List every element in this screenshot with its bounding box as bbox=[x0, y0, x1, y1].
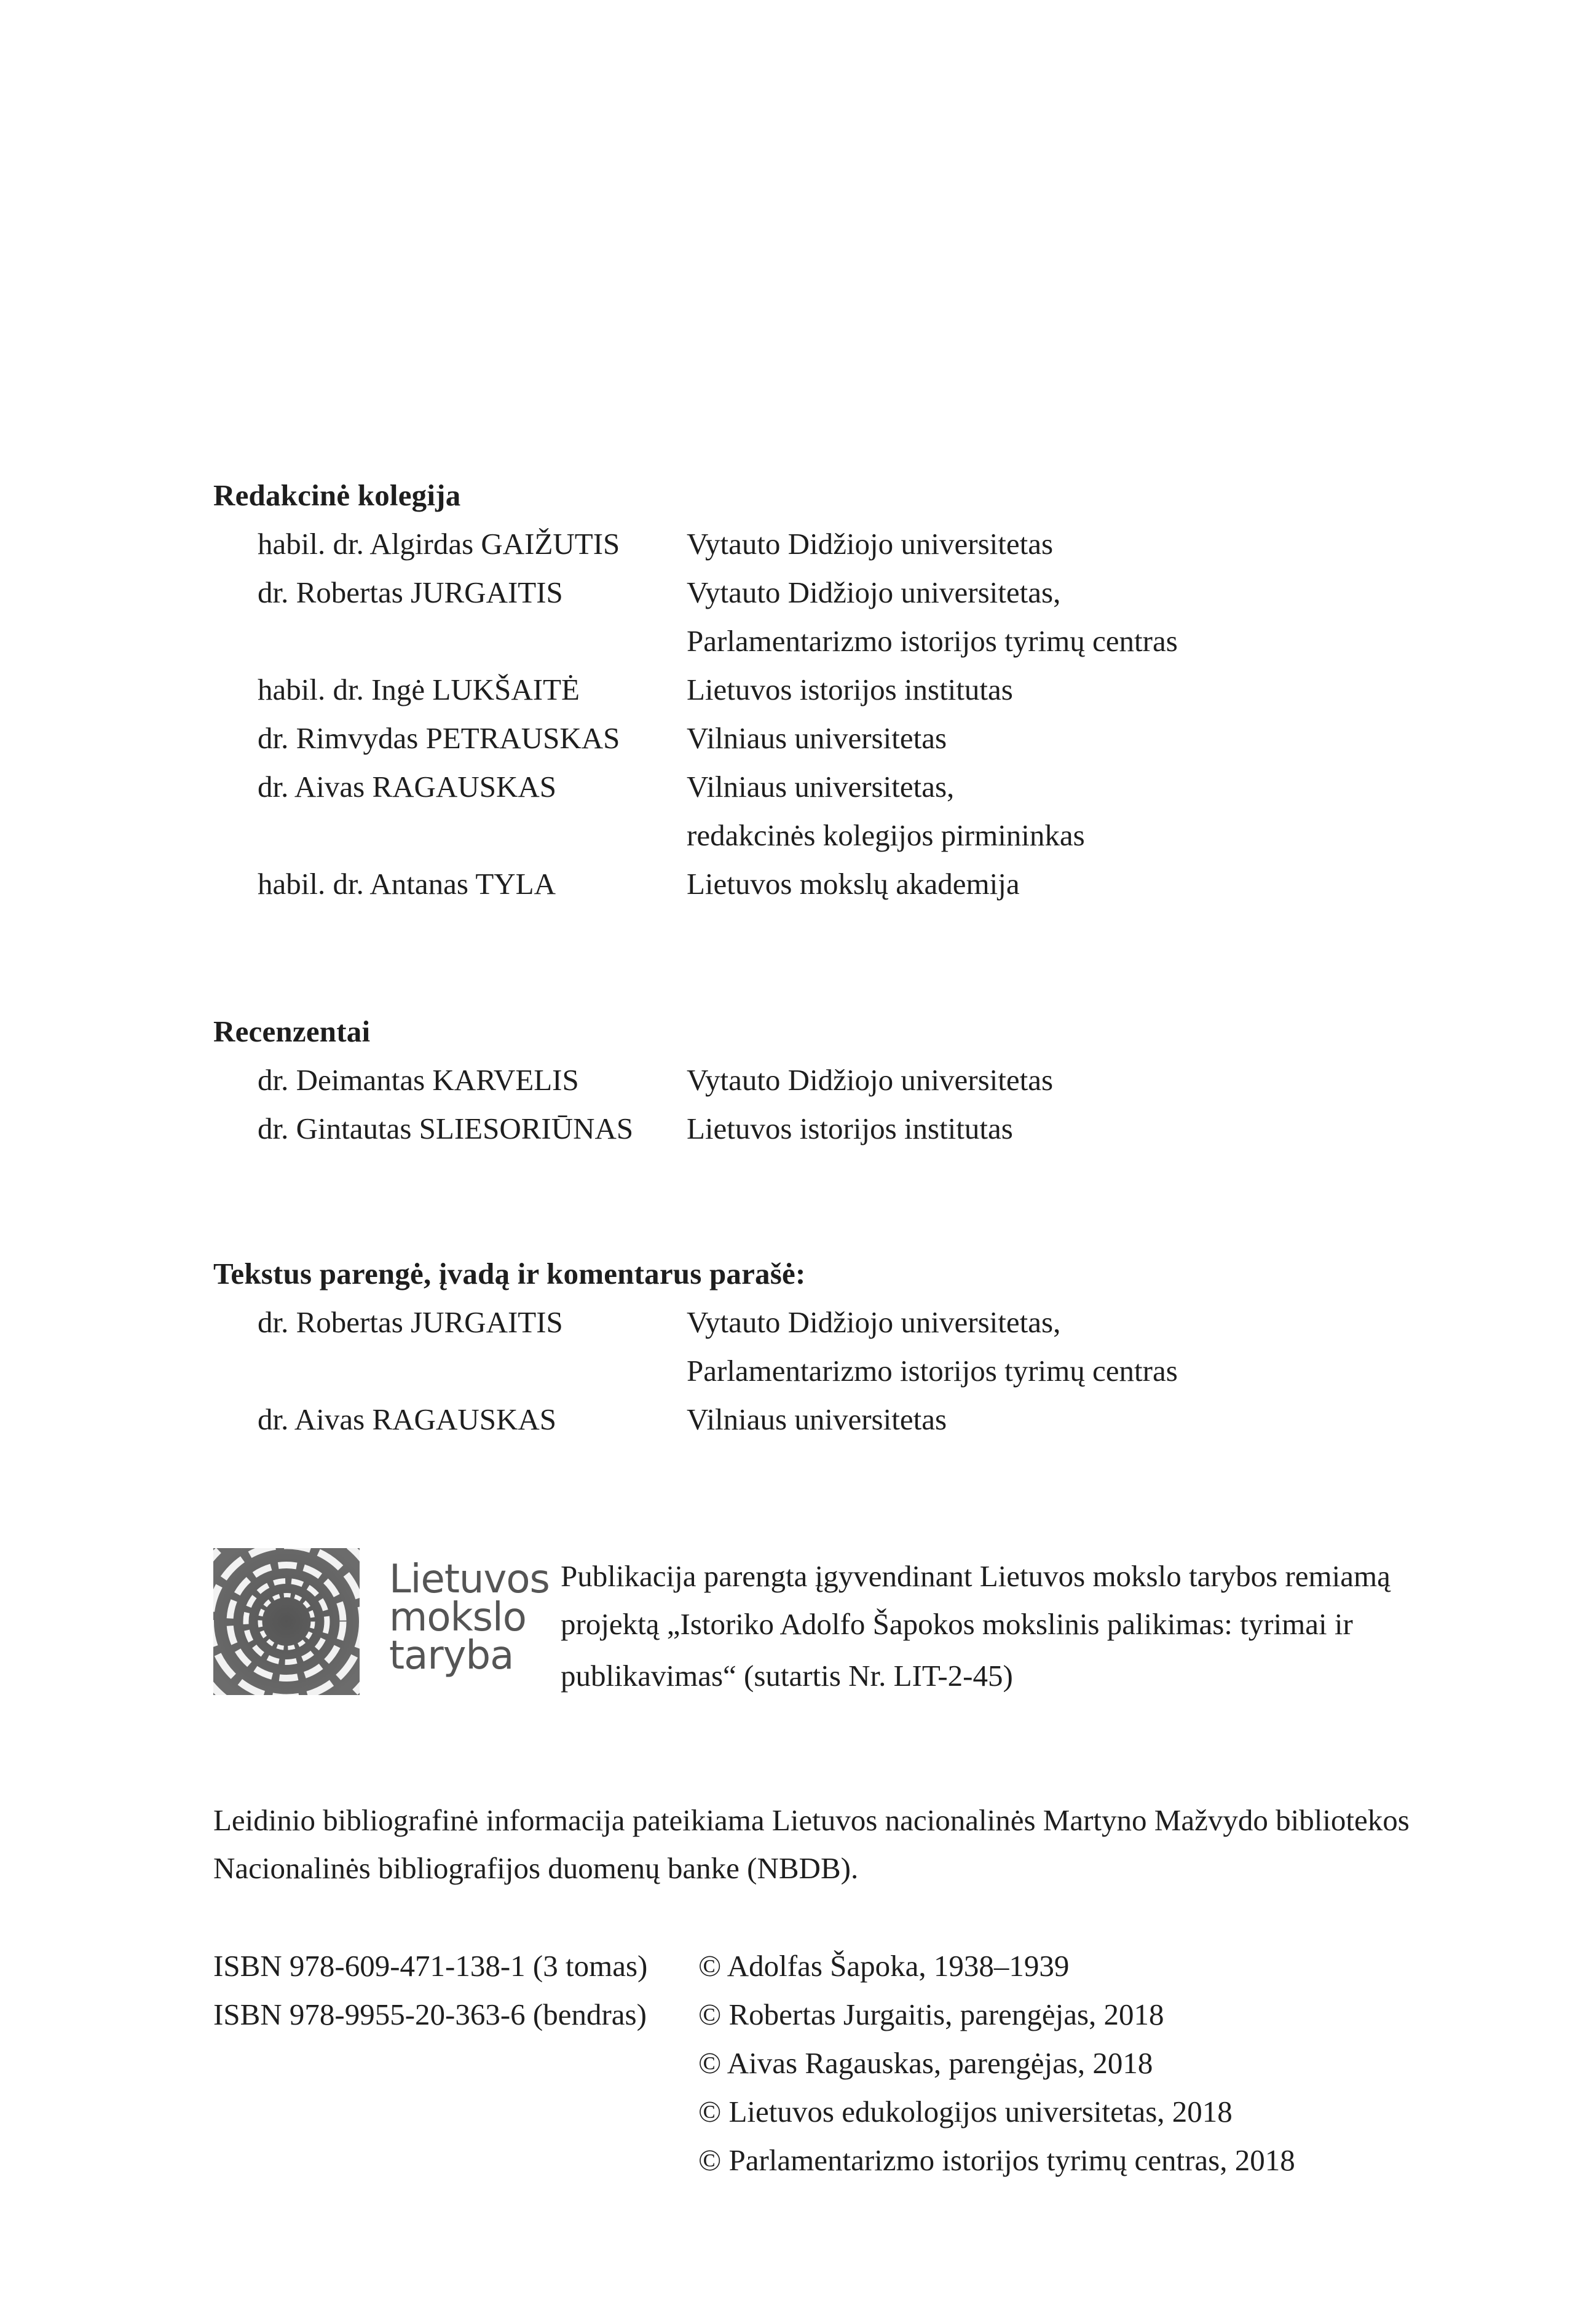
member-name: dr. Robertas JURGAITIS bbox=[258, 575, 563, 609]
isbn-row bbox=[213, 2136, 1443, 2184]
member-affiliation: Vytauto Didžiojo universitetas, bbox=[687, 575, 1061, 609]
funding-line: publikavimas“ (sutartis Nr. LIT-2-45) bbox=[561, 1659, 1013, 1693]
member-row bbox=[213, 520, 1443, 568]
reviewers-section bbox=[213, 1007, 1443, 1153]
member-name: habil. dr. Algirdas GAIŽUTIS bbox=[258, 527, 620, 561]
logo-word: taryba bbox=[389, 1633, 514, 1678]
preparer-row bbox=[213, 1298, 1443, 1346]
copyright-line: © Lietuvos edukologijos universitetas, 2018 bbox=[698, 2095, 1233, 2128]
reviewer-name: dr. Deimantas KARVELIS bbox=[258, 1063, 579, 1097]
prepared-by-heading: Tekstus parengė, įvadą ir komentarus parašė: bbox=[213, 1257, 806, 1290]
member-affiliation: Lietuvos istorijos institutas bbox=[687, 673, 1013, 706]
bibliographic-line: Nacionalinės bibliografijos duomenų banke (NBDB). bbox=[213, 1851, 859, 1885]
preparer-affiliation: Vytauto Didžiojo universitetas, bbox=[687, 1305, 1061, 1339]
logo-word: mokslo bbox=[389, 1595, 526, 1640]
reviewer-affiliation: Vytauto Didžiojo universitetas bbox=[687, 1063, 1054, 1097]
isbn-row bbox=[213, 2087, 1443, 2136]
member-row bbox=[213, 714, 1443, 762]
member-name: habil. dr. Ingė LUKŠAITĖ bbox=[258, 673, 580, 706]
member-row-continuation bbox=[213, 617, 1443, 665]
member-row bbox=[213, 860, 1443, 908]
lmt-logo-wordmark bbox=[389, 1557, 550, 1678]
member-affiliation: Parlamentarizmo istorijos tyrimų centras bbox=[687, 624, 1178, 658]
member-affiliation: Lietuvos mokslų akademija bbox=[687, 867, 1020, 901]
member-name: dr. Aivas RAGAUSKAS bbox=[258, 770, 556, 804]
preparer-row-continuation bbox=[213, 1346, 1443, 1395]
funding-section bbox=[213, 1548, 1443, 1696]
funding-line: projektą „Istoriko Adolfo Šapokos mokslinis palikimas: tyrimai ir bbox=[561, 1607, 1353, 1641]
preparer-name: dr. Robertas JURGAITIS bbox=[258, 1305, 563, 1339]
logo-word: Lietuvos bbox=[389, 1557, 550, 1602]
member-affiliation: Vilniaus universitetas, bbox=[687, 770, 955, 804]
reviewer-row bbox=[213, 1056, 1443, 1104]
isbn-row bbox=[213, 1990, 1443, 2039]
reviewers-heading: Recenzentai bbox=[213, 1014, 371, 1048]
isbn-row bbox=[213, 1942, 1443, 1990]
editorial-board-heading: Redakcinė kolegija bbox=[213, 478, 461, 512]
member-row-continuation bbox=[213, 811, 1443, 860]
reviewer-row bbox=[213, 1104, 1443, 1153]
preparer-name: dr. Aivas RAGAUSKAS bbox=[258, 1402, 556, 1436]
copyright-line: © Robertas Jurgaitis, parengėjas, 2018 bbox=[698, 1998, 1164, 2031]
member-row bbox=[213, 568, 1443, 617]
preparer-affiliation: Parlamentarizmo istorijos tyrimų centras bbox=[687, 1354, 1178, 1388]
member-affiliation: Vytauto Didžiojo universitetas bbox=[687, 527, 1054, 561]
isbn-number: ISBN 978-9955-20-363-6 (bendras) bbox=[213, 1998, 647, 2031]
preparer-affiliation: Vilniaus universitetas bbox=[687, 1402, 947, 1436]
isbn-row bbox=[213, 2039, 1443, 2087]
isbn-copyright-section bbox=[213, 1942, 1443, 2184]
member-affiliation: Vilniaus universitetas bbox=[687, 721, 947, 755]
reviewer-name: dr. Gintautas SLIESORIŪNAS bbox=[258, 1112, 634, 1145]
reviewer-affiliation: Lietuvos istorijos institutas bbox=[687, 1112, 1013, 1145]
member-row bbox=[213, 762, 1443, 811]
member-affiliation: redakcinės kolegijos pirmininkas bbox=[687, 818, 1085, 852]
member-name: dr. Rimvydas PETRAUSKAS bbox=[258, 721, 620, 755]
isbn-number: ISBN 978-609-471-138-1 (3 tomas) bbox=[213, 1949, 648, 1983]
lmt-logo-icon bbox=[213, 1548, 360, 1695]
bibliographic-line: Leidinio bibliografinė informacija pateikiama Lietuvos nacionalinės Martyno Mažvydo bibliotekos bbox=[213, 1803, 1410, 1837]
copyright-line: © Aivas Ragauskas, parengėjas, 2018 bbox=[698, 2046, 1153, 2080]
bibliographic-note bbox=[213, 1796, 1410, 1892]
preparer-row bbox=[213, 1395, 1443, 1444]
prepared-by-section bbox=[213, 1249, 1443, 1444]
member-name: habil. dr. Antanas TYLA bbox=[258, 867, 556, 901]
copyright-line: © Adolfas Šapoka, 1938–1939 bbox=[698, 1949, 1070, 1983]
editorial-board-section bbox=[213, 471, 1443, 908]
copyright-line: © Parlamentarizmo istorijos tyrimų centras, 2018 bbox=[698, 2143, 1295, 2177]
funding-line: Publikacija parengta įgyvendinant Lietuvos mokslo tarybos remiamą bbox=[561, 1559, 1391, 1593]
member-row bbox=[213, 665, 1443, 714]
